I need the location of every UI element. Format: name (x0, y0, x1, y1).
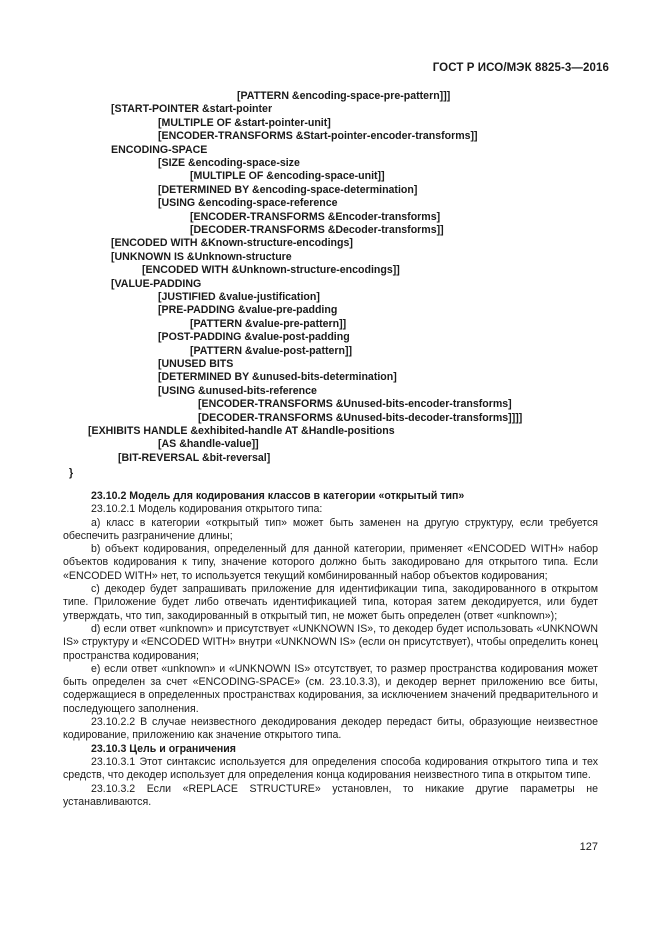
paragraph: a) класс в категории «открытый тип» может быть заменен на другую структуру, если требуется обеспечить разграничение длины; (63, 516, 598, 542)
code-line: [PRE-PADDING &value-pre-padding (158, 304, 338, 317)
paragraph: d) если ответ «unknown» и присутствует «UNKNOWN IS», то декодер будет использовать «UNKNOWN IS» структуру и «ENCODED WITH» внутри «UNKNOWN IS» (если он присутствует), чтобы определить конец пространства кодирования; (63, 622, 598, 662)
code-line: [DETERMINED BY &encoding-space-determination] (158, 183, 418, 196)
code-line: } (69, 467, 74, 480)
code-line: [BIT-REVERSAL &bit-reversal] (118, 451, 271, 464)
code-line: [DETERMINED BY &unused-bits-determination] (158, 371, 397, 384)
code-line: [ENCODER-TRANSFORMS &Start-pointer-encoder-transforms]] (158, 130, 478, 143)
paragraph: 23.10.3.2 Если «REPLACE STRUCTURE» установлен, то никакие другие параметры не устанавливаются. (63, 782, 598, 808)
code-line: [ENCODER-TRANSFORMS &Encoder-transforms] (190, 210, 441, 223)
document-header: ГОСТ Р ИСО/МЭК 8825-3—2016 (432, 62, 609, 74)
paragraph: e) если ответ «unknown» и «UNKNOWN IS» отсутствует, то размер пространства кодирования может быть определен за счет «ENCODING-SPACE» (см. 23.10.3.3), и декодер вернет приложению все биты, содержащиеся в определенных пространствах кодирования, за исключением значений предварительного и последующего заполнения. (63, 662, 598, 715)
code-line: ENCODING-SPACE (111, 143, 208, 156)
paragraph: c) декодер будет запрашивать приложение для идентификации типа, закодированного в открытом типе. Приложение будет либо отвечать идентификацией типа, которая затем декодируется, или будет утверждать, что тип, закодированный в открытый тип, не может быть определен (ответ «unknown»); (63, 583, 598, 622)
code-line: [ENCODER-TRANSFORMS &Unused-bits-encoder-transforms] (198, 398, 512, 411)
code-line: [EXHIBITS HANDLE &exhibited-handle AT &Handle-positions (88, 425, 395, 437)
paragraph: b) объект кодирования, определенный для данной категории, применяет «ENCODED WITH» набор объектов кодирования к типу, значение которого должно быть закодировано для открытого типа. Если «ENCODED WITH» нет, то используется текущий комбинированный набор объектов кодирования; (63, 543, 598, 582)
code-line: [ENCODED WITH &Known-structure-encodings] (111, 237, 353, 250)
code-line: [USING &unused-bits-reference (158, 384, 317, 397)
code-line: [UNUSED BITS (158, 358, 234, 370)
code-line: [JUSTIFIED &value-justification] (158, 291, 320, 303)
paragraph: 23.10.3.1 Этот синтаксис используется для определения способа кодирования открытого типа и тех средств, что декодер использует для определения конца кодирования неизвестного типа в открытом типе. (63, 755, 598, 782)
code-line: [START-POINTER &start-pointer (111, 103, 273, 116)
code-line: [ENCODED WITH &Unknown-structure-encodings]] (142, 264, 400, 277)
code-line: [USING &encoding-space-reference (158, 197, 338, 210)
code-line: [POST-PADDING &value-post-padding (158, 331, 350, 344)
section-heading: 23.10.3 Цель и ограничения (91, 742, 236, 755)
code-line: [MULTIPLE OF &encoding-space-unit]] (190, 170, 385, 183)
code-line: [UNKNOWN IS &Unknown-structure (111, 250, 292, 263)
body-text (63, 490, 598, 809)
code-line: [PATTERN &value-post-pattern]] (190, 344, 353, 357)
code-line: [VALUE-PADDING (111, 277, 202, 290)
paragraph: 23.10.2.2 В случае неизвестного декодирования декодер передаст биты, образующие неизвестное кодирование, приложению как значение открытого типа. (63, 716, 598, 742)
page-number: 127 (579, 841, 598, 853)
code-line: [MULTIPLE OF &start-pointer-unit] (158, 116, 331, 129)
section-heading: 23.10.2 Модель для кодирования классов в категории «открытый тип» (91, 490, 465, 502)
code-line: [SIZE &encoding-space-size (158, 157, 300, 169)
paragraph: 23.10.2.1 Модель кодирования открытого типа: (91, 503, 323, 516)
code-line: [PATTERN &value-pre-pattern]] (190, 317, 347, 330)
code-line: [AS &handle-value]] (158, 438, 259, 451)
code-line: [DECODER-TRANSFORMS &Decoder-transforms]] (190, 224, 444, 236)
code-line: [DECODER-TRANSFORMS &Unused-bits-decoder-transforms]]]] (198, 411, 523, 424)
code-line: [PATTERN &encoding-space-pre-pattern]]] (237, 90, 451, 102)
